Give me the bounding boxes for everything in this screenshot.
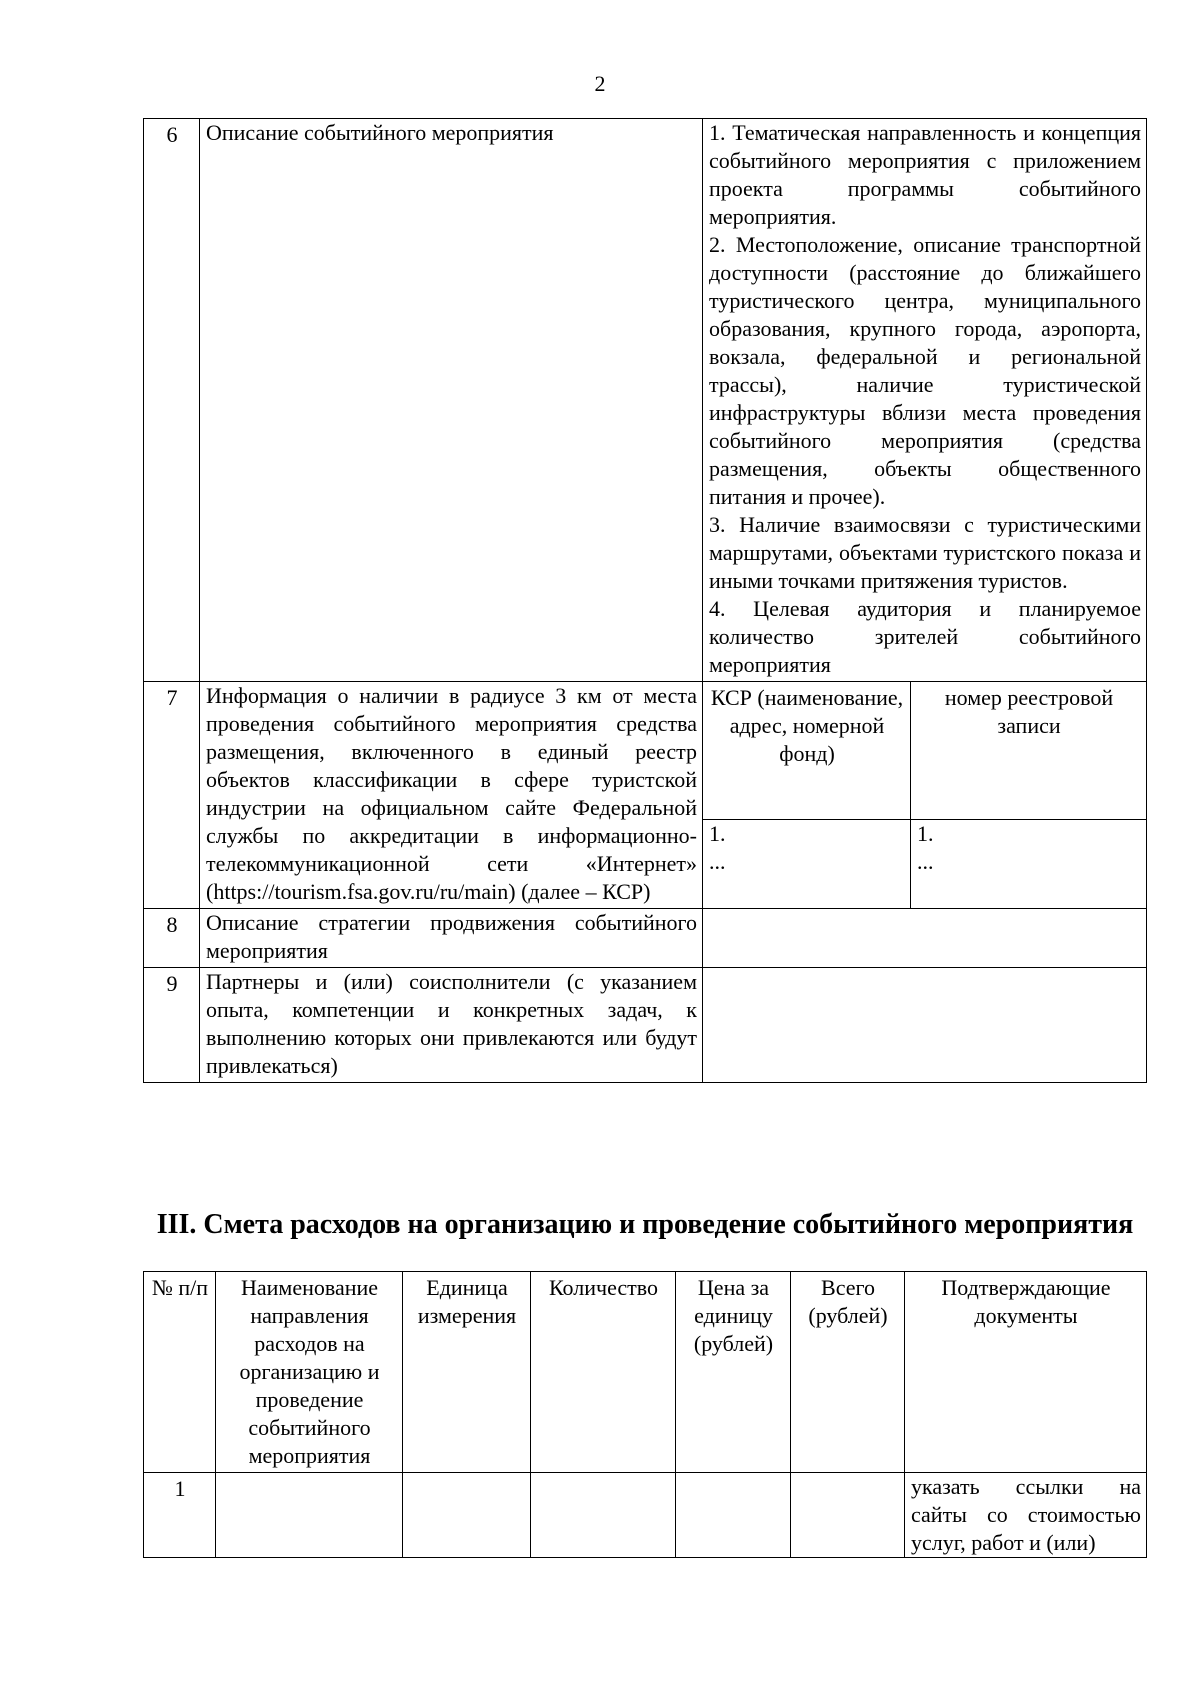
table-row-7 [144,682,1147,820]
page-number: 2 [594,71,606,96]
description-item: 4. Целевая аудитория и планируемое количество зрителей событийного мероприятия [709,596,1142,677]
expense-estimate-table [143,1271,1147,1558]
row-value-empty [703,909,1147,968]
ksr-value-cell [703,820,911,909]
total-cell [791,1473,905,1558]
row-label-text: Информация о наличии в радиусе 3 км от места проведения событийного мероприятия средства размещения, включенного в единый реестр объектов классификации в сфере туристской индустрии на официальном сайте Федеральной службы по аккредитации в информационно-телекоммуникационной сети «Интернет» (https://tourism.fsa.gov.ru/ru/main) (далее – КСР) [206,683,697,904]
row-number: 1 [144,1473,216,1558]
section-title: III. Смета расходов на организацию и проведение событийного мероприятия [156,1209,1134,1240]
column-header-number: № п/п [144,1272,216,1473]
unit-cell [403,1473,531,1558]
row-number: 6 [144,119,200,682]
row-label [200,682,703,909]
documents-text: указать ссылки на сайты со стоимостью услуг, работ и (или) [911,1474,1141,1555]
registry-value: 1. [917,821,934,847]
registry-value-cell [911,820,1147,909]
row-label [200,909,703,968]
expense-name-cell [216,1473,403,1558]
application-info-table [143,118,1147,1083]
table-row-6 [144,119,1147,682]
registry-value: ... [917,849,934,875]
description-item: 3. Наличие взаимосвязи с туристическими маршрутами, объектами туристского показа и иными точками притяжения туристов. [709,512,1142,593]
row-number: 7 [144,682,200,909]
row-number: 8 [144,909,200,968]
ksr-value: 1. [709,821,726,847]
table-row-9 [144,968,1147,1083]
row-label [200,968,703,1083]
documents-cell [905,1473,1147,1558]
row-value-empty [703,968,1147,1083]
ksr-value: ... [709,849,726,875]
row-label: Описание событийного мероприятия [200,119,703,682]
table-header-row [144,1272,1147,1473]
unit-price-cell [676,1473,791,1558]
table-row-8 [144,909,1147,968]
column-header-registry-number: номер реестровой записи [911,682,1147,820]
column-header-quantity: Количество [531,1272,676,1473]
column-header-unit: Единица измерения [403,1272,531,1473]
description-item: 2. Местоположение, описание транспортной доступности (расстояние до ближайшего туристического центра, муниципального образования, крупного города, аэропорта, вокзала, федеральной и региональной трассы), наличие туристической инфраструктуры вблизи места проведения событийного мероприятия (средства размещения, объекты общественного питания и прочее). [709,232,1142,509]
column-header-total: Всего (рублей) [791,1272,905,1473]
row-description [703,119,1147,682]
row-label-text: Описание стратегии продвижения событийного мероприятия [206,910,697,963]
description-item: 1. Тематическая направленность и концепция событийного мероприятия с приложением проекта программы событийного мероприятия. [709,120,1142,229]
column-header-ksr: КСР (наименование, адрес, номерной фонд) [703,682,911,820]
row-number: 9 [144,968,200,1083]
row-label-text: Партнеры и (или) соисполнители (с указанием опыта, компетенции и конкретных задач, к выполнению которых они привлекаются или будут привлекаться) [206,969,697,1078]
column-header-documents: Подтверждающие документы [905,1272,1147,1473]
quantity-cell [531,1473,676,1558]
column-header-expense-name: Наименование направления расходов на организацию и проведение событийного мероприятия [216,1272,403,1473]
column-header-unit-price: Цена за единицу (рублей) [676,1272,791,1473]
table-row [144,1473,1147,1558]
